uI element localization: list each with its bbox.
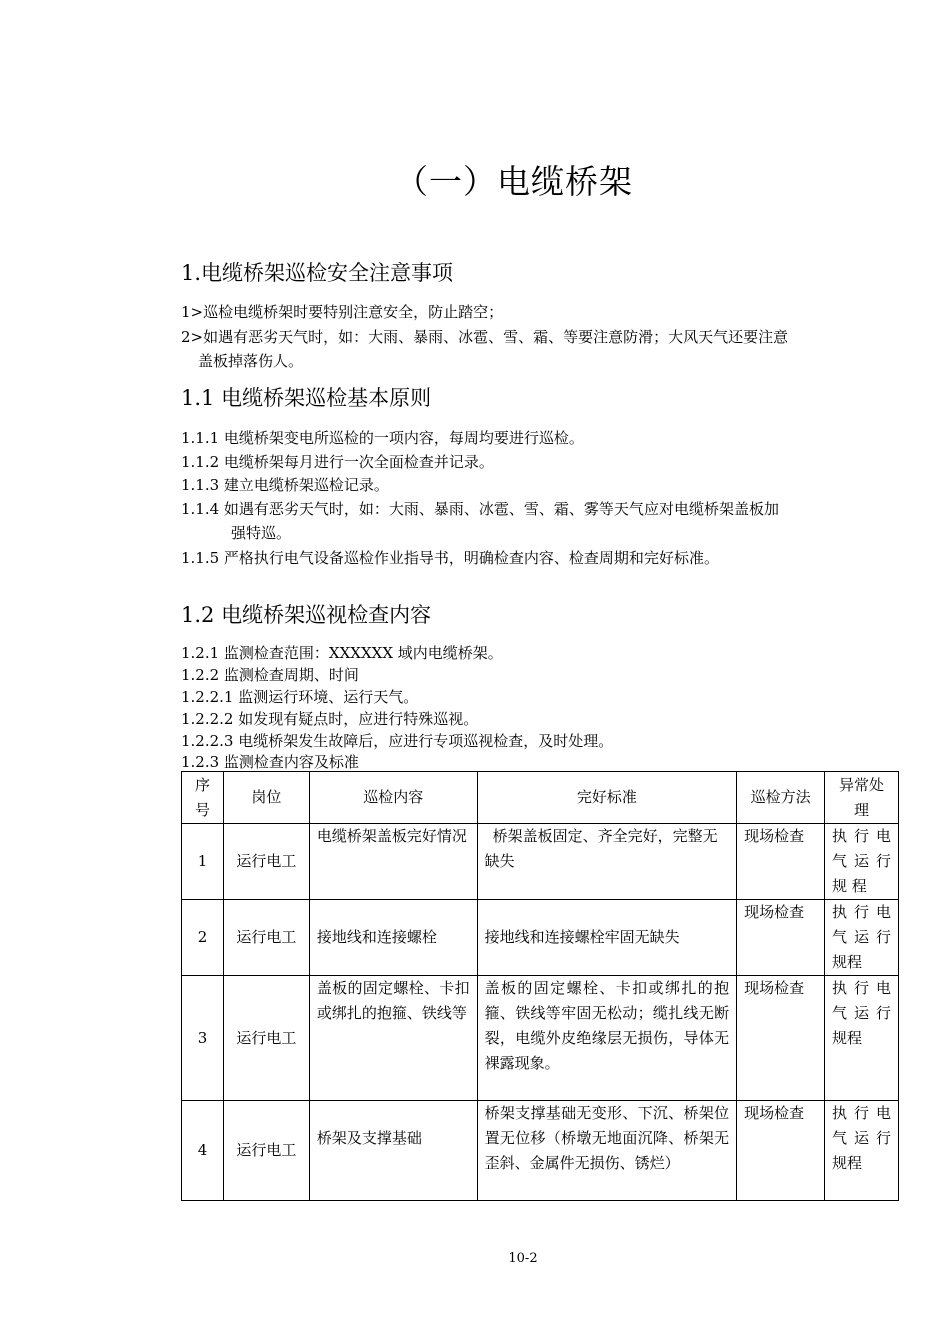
row-post: 运行电工 [223,900,309,976]
safety-item-2: 2>如遇有恶劣天气时，如：大雨、暴雨、冰雹、雪、霜、等要注意防滑；大风天气还要注意 [181,328,789,346]
content-item-4: 1.2.2.2 如发现有疑点时，应进行特殊巡视。 [181,710,479,728]
content-item-5: 1.2.2.3 电缆桥架发生故障后，应进行专项巡视检查，及时处理。 [181,732,614,750]
content-item-1: 1.2.1 监测检查范围：XXXXXX 域内电缆桥架。 [181,644,503,662]
row-handling: 执行电气运行规程 [825,976,899,1101]
header-cell-post: 岗位 [223,772,309,824]
section-heading-1: 1.电缆桥架巡检安全注意事项 [181,261,454,285]
row-seq: 4 [182,1101,224,1201]
page-title: （一）电缆桥架 [395,162,633,201]
row-seq: 2 [182,900,224,976]
content-item-6: 1.2.3 监测检查内容及标准 [181,753,359,771]
header-cell-content: 巡检内容 [309,772,477,824]
row-method: 现场检查 [737,824,825,900]
header-cell-standard: 完好标准 [477,772,737,824]
principle-item-4-cont: 强特巡。 [231,524,292,542]
row-standard: 盖板的固定螺栓、卡扣或绑扎的抱箍、铁线等牢固无松动；缆扎线无断裂，电缆外皮绝缘层无损伤，导体无裸露现象。 [477,976,737,1101]
principle-item-4: 1.1.4 如遇有恶劣天气时，如：大雨、暴雨、冰雹、雪、霜、雾等天气应对电缆桥架盖板加 [181,500,779,518]
table-row [182,900,899,976]
row-post: 运行电工 [223,824,309,900]
row-method: 现场检查 [737,1101,825,1201]
row-post: 运行电工 [223,1101,309,1201]
section-heading-1-1: 1.1 电缆桥架巡检基本原则 [181,386,432,410]
row-content: 桥架及支撑基础 [309,1101,477,1201]
principle-item-3: 1.1.3 建立电缆桥架巡检记录。 [181,476,389,494]
safety-item-2-cont: 盖板掉落伤人。 [198,352,304,370]
row-method: 现场检查 [737,976,825,1101]
row-standard: 桥架盖板固定、齐全完好，完整无缺失 [477,824,737,900]
row-handling: 执行电气运行规 程 [825,824,899,900]
row-seq: 1 [182,824,224,900]
principle-item-2: 1.1.2 电缆桥架每月进行一次全面检查并记录。 [181,453,494,471]
row-content: 电缆桥架盖板完好情况 [309,824,477,900]
table-row [182,824,899,900]
table-row [182,1101,899,1201]
principle-item-1: 1.1.1 电缆桥架变电所巡检的一项内容，每周均要进行巡检。 [181,429,584,447]
header-cell-seq: 序号 [182,772,224,824]
row-standard: 桥架支撑基础无变形、下沉、桥架位置无位移（桥墩无地面沉降、桥架无歪斜、金属件无损伤、锈烂） [477,1101,737,1201]
section-heading-1-2: 1.2 电缆桥架巡视检查内容 [181,603,432,627]
safety-item-1: 1>巡检电缆桥架时要特别注意安全，防止踏空； [181,303,504,321]
header-cell-method: 巡检方法 [737,772,825,824]
table-row [182,976,899,1101]
table-header-row [182,772,899,824]
row-handling: 执行电气运行规程 [825,900,899,976]
row-content: 盖板的固定螺栓、卡扣或绑扎的抱箍、铁线等 [309,976,477,1101]
header-cell-handling: 异常处理 [825,772,899,824]
row-post: 运行电工 [223,976,309,1101]
row-content: 接地线和连接螺栓 [309,900,477,976]
inspection-standard-table [181,771,899,1201]
principle-item-5: 1.1.5 严格执行电气设备巡检作业指导书，明确检查内容、检查周期和完好标准。 [181,549,719,567]
content-item-3: 1.2.2.1 监测运行环境、运行天气。 [181,688,419,706]
row-handling: 执行电气运行规程 [825,1101,899,1201]
page-number: 10-2 [508,1251,538,1266]
row-seq: 3 [182,976,224,1101]
row-method: 现场检查 [737,900,825,976]
row-standard: 接地线和连接螺栓牢固无缺失 [477,900,737,976]
content-item-2: 1.2.2 监测检查周期、时间 [181,666,359,684]
